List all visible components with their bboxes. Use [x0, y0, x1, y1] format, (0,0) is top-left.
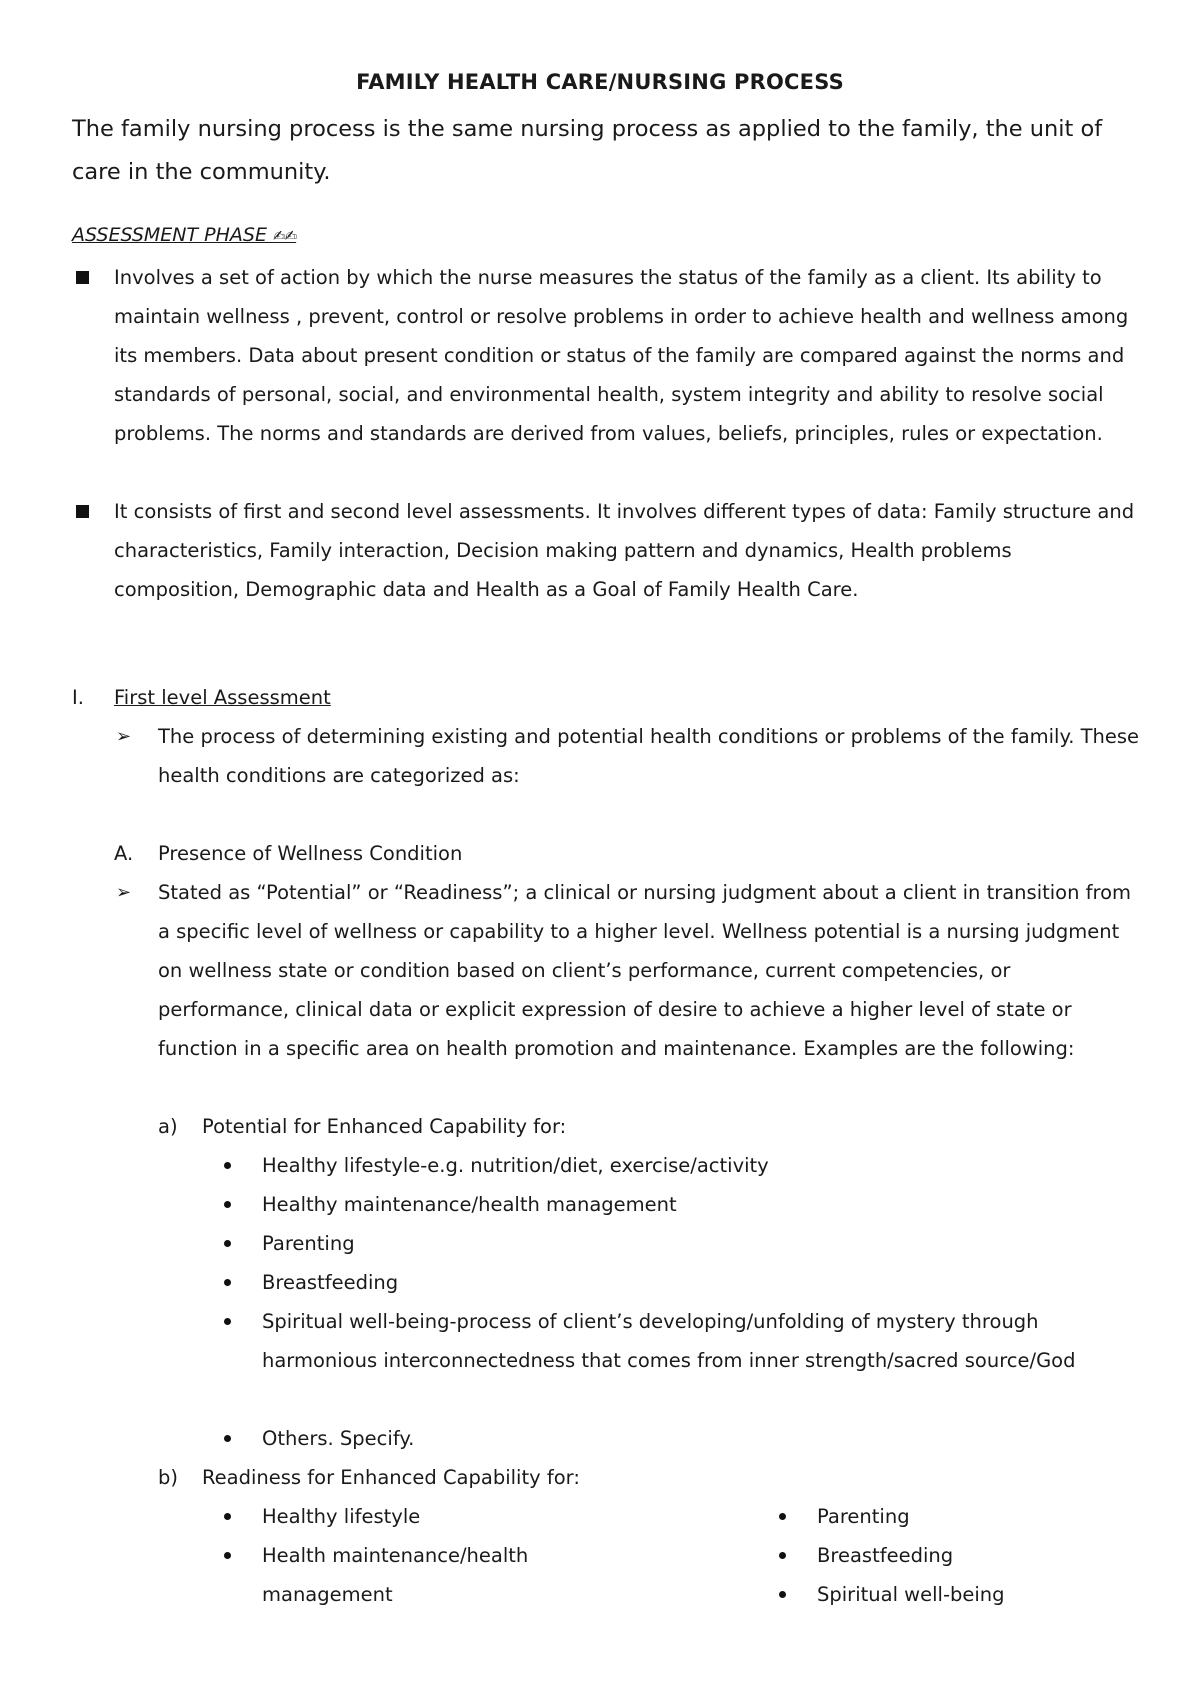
bullet-dot-icon [224, 1279, 231, 1286]
assessment-phase-heading [72, 224, 296, 246]
bullet-dot-icon [224, 1240, 231, 1247]
wellness-description-text: Stated as “Potential” or “Readiness”; a clinical or nursing judgment about a client in transition from a specific level of wellness or capability to a higher level. Wellness potential is a nursing judgment on wellness state or condition based on client’s performance, current competencies, or performance, clinical data or explicit expression of desire to achieve a higher level of state or function in a specific area on health promotion and maintenance. Examples are the following: [158, 881, 1132, 1060]
arrow-bullet-icon: ➢ [116, 726, 132, 747]
writing-hand-icon: ✍✍ [273, 227, 297, 245]
list-item: Spiritual well-being-process of client’s developing/unfolding of mystery through harmonious interconnectedness that comes from inner strength/sacred source/God [224, 1302, 1104, 1419]
arrow-bullet-icon: ➢ [116, 882, 132, 903]
bullet-dot-icon [224, 1201, 231, 1208]
assessment-bullet-text: Involves a set of action by which the nurse measures the status of the family as a client. Its ability to maintain wellness , prevent, control or resolve problems in order to achieve health and wellness among its members. Data about present condition or status of the family are compared against the norms and standards of personal, social, and environmental health, system integrity and ability to resolve social problems. The norms and standards are derived from values, beliefs, principles, rules or expectation. [114, 266, 1129, 445]
sub-letter-marker: a) [158, 1115, 178, 1138]
intro-paragraph: The family nursing process is the same nursing process as applied to the family, the unit of care in the community. [72, 116, 1103, 185]
bullet-dot-icon [224, 1162, 231, 1169]
assessment-bullet-text: It consists of first and second level assessments. It involves different types of data: Family structure and characteristics, Family interaction, Decision making pattern and dynamics, Health problems composition, Demographic data and Health as a Goal of Family Health Care. [114, 500, 1135, 601]
sub-letter-marker: b) [158, 1466, 178, 1489]
bullet-dot-icon [779, 1552, 786, 1559]
wellness-label: Presence of Wellness Condition [158, 842, 463, 865]
list-item: Health maintenance/health management [224, 1536, 624, 1614]
bullet-dot-icon [224, 1513, 231, 1520]
bullet-dot-icon [779, 1513, 786, 1520]
square-bullet-icon [76, 505, 89, 518]
bullet-dot-icon [779, 1591, 786, 1598]
bullet-dot-icon [224, 1318, 231, 1325]
document-page: FAMILY HEALTH CARE/NURSING PROCESS The family nursing process is the same nursing process as applied to the family, the unit of care in the community. ASSESSMENT PHASE ✍✍ Involves a set of action by which the nurse measures the status of the family as a client. Its ability to maintain wellness , prevent, control or resolve problems in order to achieve health and wellness among its members. Data about present condition or status of the family are compared against the norms and standards of personal, social, and environmental health, system integrity and ability to resolve social problems. The norms and standards are derived from values, beliefs, principles, rules or expectation. It consists of first and second level assessments. It involves different types of data: Family structure and characteristics, Family interaction, Decision making pattern and dynamics, Health problems composition, Demographic data and Health as a Goal of Family Health Care. I. First level Assessment ➢ The process of determining existing and potential health conditions or problems of the family. These health conditions are categorized as: A. Presence of Wellness Condition ➢ Stated as “Potential” or “Readiness”; a clinical or nursing judgment about a client in transition from a specific level of wellness or capability to a higher level. Wellness potential is a nursing judgment on wellness state or condition based on client’s performance, current competencies, or performance, clinical data or explicit expression of desire to achieve a higher level of state or function in a specific area on health promotion and maintenance. Examples are the following: a) Potential for Enhanced Capability for: Healthy lifestyle-e.g. nutrition/diet, exercise/activity Healthy maintenance/health management Parenting Breastfeeding Spiritual well-being-process of client’s developing/unfolding of mystery through harmonious interconnectedness that comes from inner strength/sacred source/God Others. Specify. b) Readiness for Enhanced Capability for: Healthy lifestyle Health maintenance/health management Parenting Breastfeeding Spiritual well-being [0, 0, 1200, 1696]
assessment-phase-label: ASSESSMENT PHASE [72, 224, 273, 246]
bullet-dot-icon [224, 1435, 231, 1442]
potential-label: Potential for Enhanced Capability for: [202, 1115, 567, 1138]
document-title: FAMILY HEALTH CARE/NURSING PROCESS [356, 70, 844, 94]
first-level-label: First level Assessment [114, 686, 331, 709]
roman-numeral: I. [72, 686, 84, 709]
letter-marker: A. [114, 842, 134, 865]
square-bullet-icon [76, 271, 89, 284]
first-level-description-text: The process of determining existing and potential health conditions or problems of the family. These health conditions are categorized as: [158, 725, 1140, 787]
readiness-label: Readiness for Enhanced Capability for: [202, 1466, 580, 1489]
bullet-dot-icon [224, 1552, 231, 1559]
